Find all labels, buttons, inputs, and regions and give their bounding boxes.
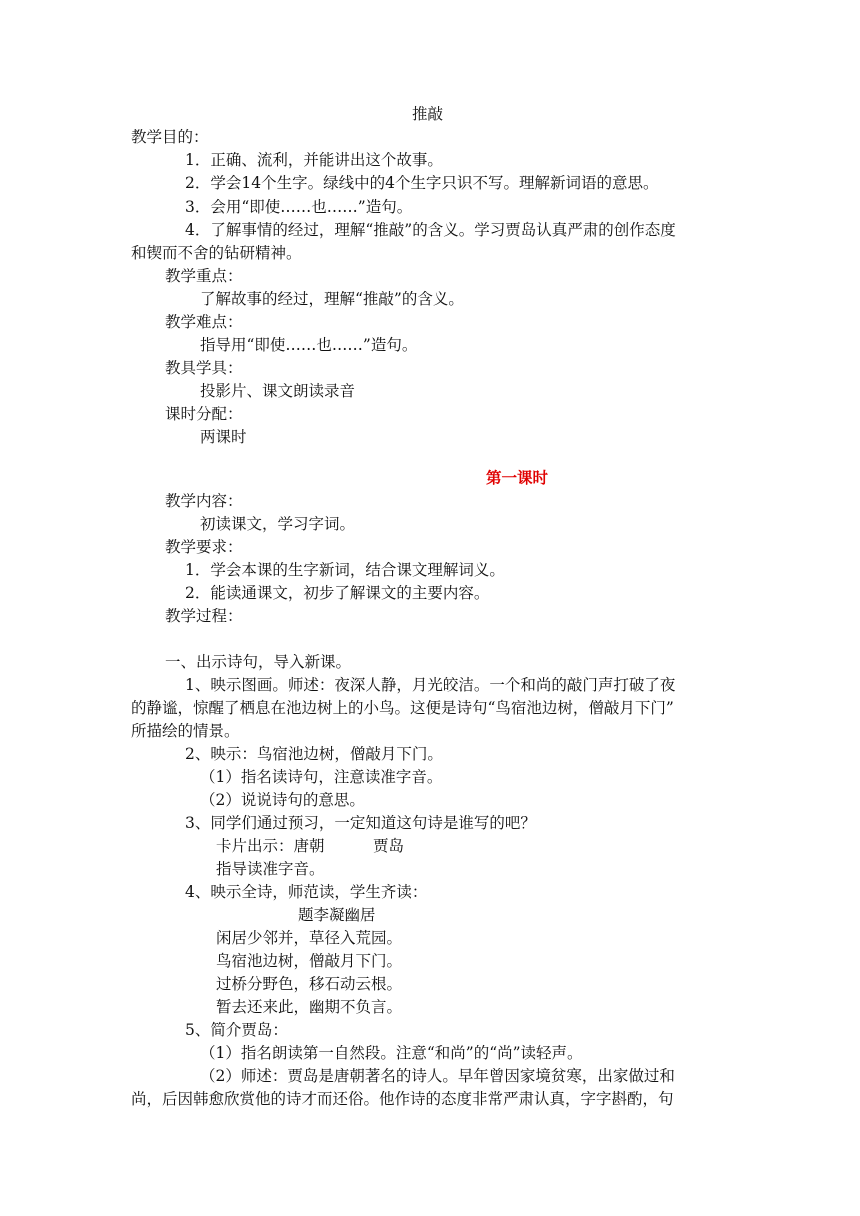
- objective-item: 2．学会14个生字。绿线中的4个生字只识不写。理解新词语的意思。: [185, 174, 659, 192]
- sub-item: （2）说说诗句的意思。: [200, 791, 365, 809]
- tools-heading: 教具学具：: [165, 359, 243, 377]
- sub-item: （1）指名朗读第一自然段。注意“和尚”的“尚”读轻声。: [200, 1044, 583, 1062]
- tools-text: 投影片、课文朗读录音: [200, 382, 356, 400]
- requirement-item: 2．能读通课文，初步了解课文的主要内容。: [185, 584, 490, 602]
- objective-item: 3．会用“即使……也……”造句。: [185, 198, 413, 216]
- guide-line: 指导读准字音。: [216, 860, 325, 878]
- paragraph-line: 所描绘的情景。: [131, 722, 240, 740]
- paragraph-line: 1、映示图画。师述：夜深人静，月光皎洁。一个和尚的敲门声打破了夜: [185, 676, 676, 694]
- difficulties-heading: 教学难点：: [165, 313, 243, 331]
- requirements-heading: 教学要求：: [165, 538, 243, 556]
- card-author: 贾岛: [373, 837, 405, 855]
- section-heading: 一、出示诗句，导入新课。: [165, 653, 352, 671]
- key-points-text: 了解故事的经过，理解“推敲”的含义。: [200, 290, 464, 308]
- objective-item: 4．了解事情的经过，理解“推敲”的含义。学习贾岛认真严肃的创作态度: [185, 221, 676, 239]
- step-line: 5、简介贾岛：: [185, 1021, 288, 1039]
- requirement-item: 1．学会本课的生字新词，结合课文理解词义。: [185, 561, 505, 579]
- schedule-text: 两课时: [200, 428, 247, 446]
- document-title: 推敲: [412, 105, 444, 123]
- step-line: 3、同学们通过预习，一定知道这句诗是谁写的吧？: [185, 814, 536, 832]
- objectives-heading: 教学目的：: [131, 128, 209, 146]
- card-label: 卡片出示：唐朝: [216, 837, 325, 855]
- paragraph-line: 的静谧，惊醒了栖息在池边树上的小鸟。这便是诗句“鸟宿池边树，僧敲月下门”: [131, 699, 674, 717]
- paragraph-line: 尚，后因韩愈欣赏他的诗才而还俗。他作诗的态度非常严肃认真，字字斟酌，句: [131, 1090, 674, 1108]
- poem-line: 闲居少邻并，草径入荒园。: [216, 929, 403, 947]
- poem-line: 暂去还来此，幽期不负言。: [216, 998, 403, 1016]
- step-line: 2、映示：鸟宿池边树，僧敲月下门。: [185, 745, 443, 763]
- lesson-title: 第一课时: [486, 468, 549, 487]
- difficulties-text: 指导用“即使……也……”造句。: [200, 336, 418, 354]
- sub-item: （2）师述：贾岛是唐朝著名的诗人。早年曾因家境贫寒，出家做过和: [200, 1067, 675, 1085]
- poem-title: 题李凝幽居: [298, 906, 376, 924]
- poem-line: 过桥分野色，移石动云根。: [216, 975, 403, 993]
- step-line: 4、映示全诗，师范读，学生齐读：: [185, 883, 428, 901]
- objective-item: 1．正确、流利，并能讲出这个故事。: [185, 151, 443, 169]
- poem-line: 鸟宿池边树，僧敲月下门。: [216, 952, 403, 970]
- key-points-heading: 教学重点：: [165, 267, 243, 285]
- schedule-heading: 课时分配：: [165, 405, 243, 423]
- content-heading: 教学内容：: [165, 492, 243, 510]
- objective-item-continuation: 和锲而不舍的钻研精神。: [131, 244, 302, 262]
- content-text: 初读课文，学习字词。: [200, 515, 356, 533]
- sub-item: （1）指名读诗句，注意读准字音。: [200, 768, 443, 786]
- process-heading: 教学过程：: [165, 607, 243, 625]
